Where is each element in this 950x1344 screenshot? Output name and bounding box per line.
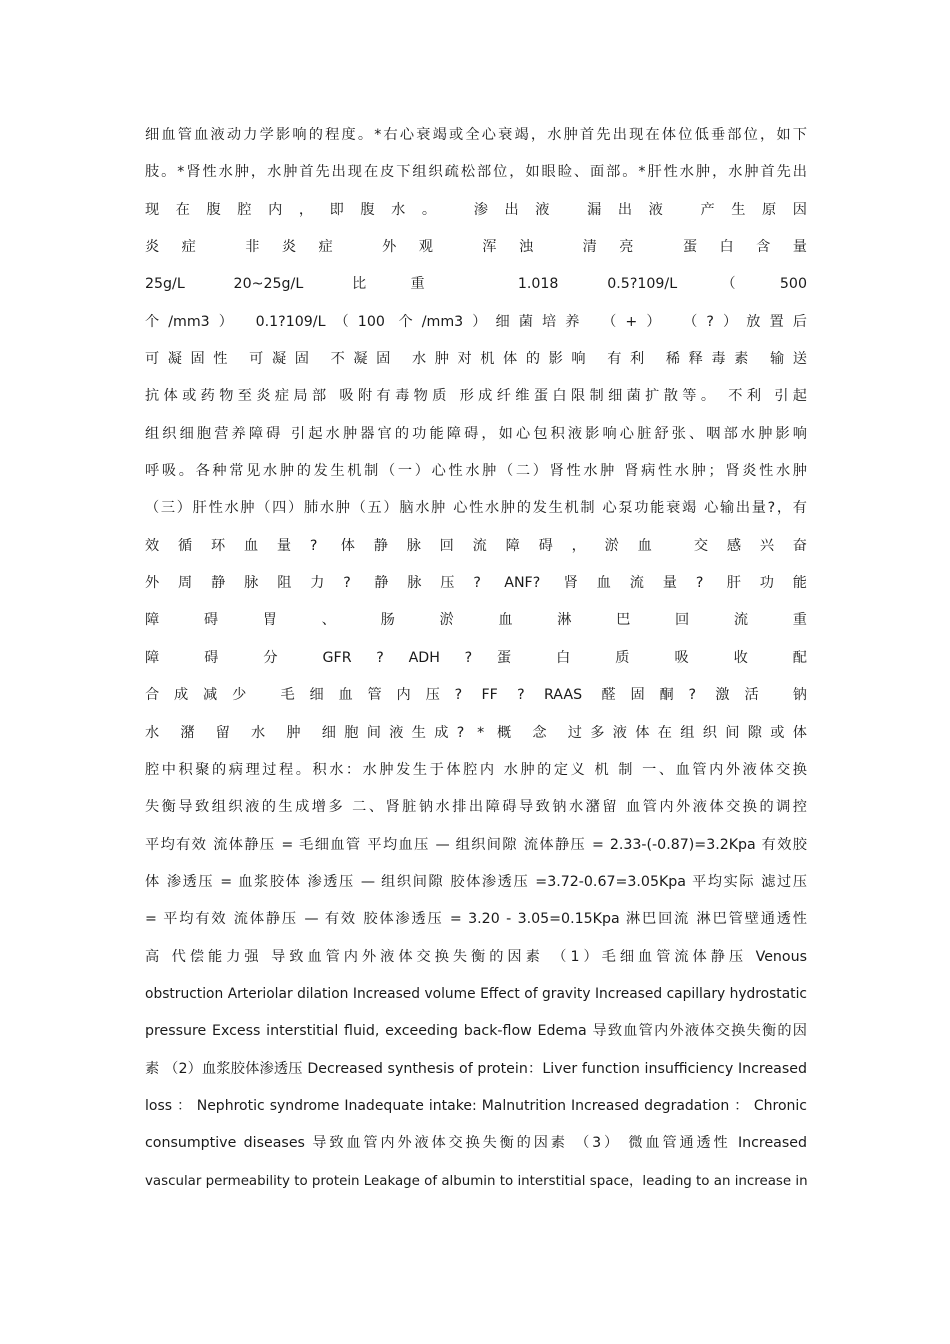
text-line: 腔中积聚的病理过程。积水：水肿发生于体腔内 水肿的定义 机 制 一、血管内外液体交换 (145, 761, 807, 778)
text-line: pressure Excess interstitial fluid, exceeding back-flow Edema 导致血管内外液体交换失衡的因 (145, 1023, 807, 1040)
text-line: 合成减少 毛细血管内压? FF ? RAAS 醛固酮? 激活 钠 (145, 687, 807, 704)
text-line: 25g/L 20~25g/L 比重 1.018 0.5?109/L（500 (145, 276, 807, 293)
text-line: 个/mm3） 0.1?109/L（100 个/mm3）细菌培养 （+） （?）放置后 (145, 313, 807, 330)
text-line: 外周静脉阻力? 静脉压? ANF? 肾血流量? 肝功能 (145, 575, 807, 592)
text-line: 可凝固性 可凝固 不凝固 水肿对机体的影响 有利 稀释毒素 输送 (145, 351, 807, 368)
text-line: （三）肝性水肿（四）肺水肿（五）脑水肿 心性水肿的发生机制 心泵功能衰竭 心输出量?，有 (145, 500, 807, 517)
text-line: 体 渗透压 = 血浆胶体 渗透压 — 组织间隙 胶体渗透压 =3.72-0.67=3.05Kpa 平均实际 滤过压 (145, 873, 807, 890)
text-line: 失衡导致组织液的生成增多 二、肾脏钠水排出障碍导致钠水潴留 血管内外液体交换的调控 (145, 799, 807, 816)
text-line: 炎症 非炎症 外观 浑浊 清亮 蛋白含量 (145, 239, 807, 256)
text-line: 组织细胞营养障碍 引起水肿器官的功能障碍，如心包积液影响心脏舒张、咽部水肿影响 (145, 425, 807, 442)
text-line: obstruction Arteriolar dilation Increased volume Effect of gravity Increased capillary hydrostatic (145, 985, 807, 1002)
text-line: 肢。*肾性水肿，水肿首先出现在皮下组织疏松部位，如眼睑、面部。*肝性水肿，水肿首先出 (145, 164, 807, 181)
text-line: 抗体或药物至炎症局部 吸附有毒物质 形成纤维蛋白限制细菌扩散等。 不利 引起 (145, 388, 807, 405)
text-line: 平均有效 流体静压 = 毛细血管 平均血压 — 组织间隙 流体静压 = 2.33-(-0.87)=3.2Kpa 有效胶 (145, 836, 807, 853)
text-line: consumptive diseases 导致血管内外液体交换失衡的因素 （3） 微血管通透性 Increased (145, 1135, 807, 1152)
text-line: 细血管血液动力学影响的程度。*右心衰竭或全心衰竭，水肿首先出现在体位低垂部位，如下 (145, 127, 807, 143)
text-line: 水 潴 留 水 肿 细胞间液生成? * 概 念 过多液体在组织间隙或体 (145, 724, 807, 741)
text-line: 障 碍 胃 、 肠 淤 血 淋 巴 回 流 重 (145, 612, 807, 629)
text-line: 现在腹腔内，即腹水。 渗出液 漏出液 产生原因 (145, 201, 807, 218)
document-body (145, 122, 807, 1205)
text-line: 呼吸。各种常见水肿的发生机制（一）心性水肿（二）肾性水肿 肾病性水肿；肾炎性水肿 (145, 463, 807, 480)
text-line: = 平均有效 流体静压 — 有效 胶体渗透压 = 3.20 - 3.05=0.15Kpa 淋巴回流 淋巴管壁通透性 (145, 911, 807, 928)
text-line: 障 碍 分 GFR ? ADH ? 蛋 白 质 吸 收 配 (145, 649, 807, 666)
text-line: 高 代偿能力强 导致血管内外液体交换失衡的因素 （1）毛细血管流体静压 Venous (145, 948, 807, 965)
text-line: 效循环血量? 体静脉回流障碍，淤血 交感兴奋 (145, 537, 807, 554)
text-line: 素 （2）血浆胶体渗透压 Decreased synthesis of protein：Liver function insufficiency Increased (145, 1060, 807, 1077)
text-line: loss ： Nephrotic syndrome Inadequate intake: Malnutrition Increased degradation ： Chronic (145, 1097, 807, 1114)
text-line: vascular permeability to protein Leakage of albumin to interstitial space，leading to an increase in (145, 1173, 808, 1189)
